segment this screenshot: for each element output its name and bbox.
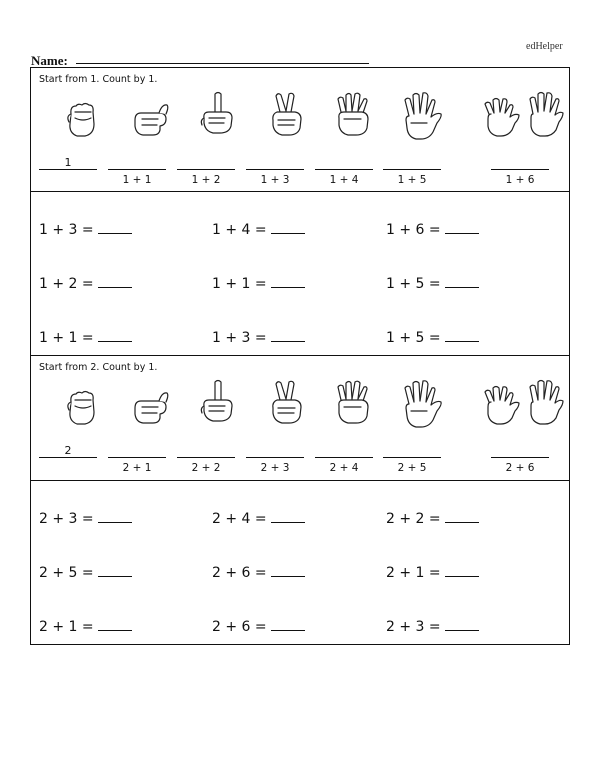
blank-line <box>383 457 441 458</box>
problem-text: 1 + 5 = <box>386 330 441 346</box>
open-hand-icon <box>400 378 446 430</box>
section-title: Start from 2. Count by 1. <box>39 362 158 373</box>
answer-blank[interactable] <box>445 619 479 631</box>
blank-line <box>246 457 304 458</box>
four-fingers-hand-icon <box>333 378 375 426</box>
problem-text: 2 + 3 = <box>386 619 441 635</box>
count-section-1: Start from 1. Count by 1. 1 1 + 1 1 + 2 1 + 3 1 + 4 1 + 5 1 + 6 <box>30 67 570 192</box>
problem-text: 1 + 1 = <box>39 330 94 346</box>
two-hands-icon <box>483 378 565 428</box>
answer-blank[interactable] <box>491 440 549 458</box>
count-section-2: Start from 2. Count by 1. 2 2 + 1 2 + 2 2 + 3 2 + 4 2 + 5 2 + 6 <box>30 356 570 481</box>
addition-problem <box>39 222 132 238</box>
two-fingers-hand-icon <box>267 378 307 426</box>
answer-blank[interactable] <box>445 511 479 523</box>
addition-problem <box>212 276 305 292</box>
answer-blank[interactable] <box>98 222 132 234</box>
answer-blank[interactable] <box>315 440 373 458</box>
problem-text: 2 + 1 = <box>386 565 441 581</box>
addition-problem <box>212 511 305 527</box>
answer-blank[interactable] <box>383 440 441 458</box>
answer-blank[interactable] <box>246 152 304 170</box>
answer-blank[interactable] <box>98 276 132 288</box>
addition-problem <box>386 276 479 292</box>
answer-blank[interactable] <box>445 222 479 234</box>
answer-blank[interactable] <box>39 152 97 170</box>
answer-blank[interactable] <box>98 330 132 342</box>
problems-section-1 <box>30 192 570 356</box>
problem-text: 2 + 1 = <box>39 619 94 635</box>
thumb-hand-icon <box>129 386 171 428</box>
answer-blank[interactable] <box>383 152 441 170</box>
addition-problem <box>212 565 305 581</box>
answer-blank[interactable] <box>271 565 305 577</box>
two-hands-icon <box>483 90 565 140</box>
blank-line <box>108 169 166 170</box>
addition-problem <box>212 330 305 346</box>
blank-line <box>39 457 97 458</box>
addition-problem <box>212 222 305 238</box>
open-hand-icon <box>400 90 446 142</box>
answer-blank[interactable] <box>491 152 549 170</box>
addition-problem <box>39 276 132 292</box>
answer-blank[interactable] <box>98 565 132 577</box>
answer-blank[interactable] <box>445 565 479 577</box>
answer-blank[interactable] <box>445 276 479 288</box>
blank-line <box>491 169 549 170</box>
blank-value: 1 <box>64 156 72 169</box>
blank-value: 2 <box>64 444 72 457</box>
answer-blank[interactable] <box>271 330 305 342</box>
addition-problem <box>386 330 479 346</box>
fist-hand-icon <box>63 98 101 140</box>
blank-line <box>315 457 373 458</box>
blank-line <box>177 457 235 458</box>
answer-blank[interactable] <box>177 152 235 170</box>
answer-blank[interactable] <box>98 511 132 523</box>
problem-text: 1 + 1 = <box>212 276 267 292</box>
blank-line <box>491 457 549 458</box>
blank-line <box>383 169 441 170</box>
problem-text: 1 + 3 = <box>39 222 94 238</box>
brand-label: edHelper <box>526 41 563 52</box>
addition-problem <box>39 565 132 581</box>
blank-line <box>246 169 304 170</box>
name-label: Name: <box>31 53 68 68</box>
problem-text: 2 + 5 = <box>39 565 94 581</box>
answer-blank[interactable] <box>271 222 305 234</box>
answer-blank[interactable] <box>271 276 305 288</box>
problem-text: 2 + 6 = <box>212 619 267 635</box>
addition-problem <box>39 619 132 635</box>
blank-line <box>315 169 373 170</box>
addition-problem <box>39 511 132 527</box>
blank-line <box>108 457 166 458</box>
answer-blank[interactable] <box>445 330 479 342</box>
answer-blank[interactable] <box>271 511 305 523</box>
blank-line <box>177 169 235 170</box>
addition-problem <box>39 330 132 346</box>
addition-problem <box>386 619 479 635</box>
problem-text: 1 + 3 = <box>212 330 267 346</box>
blank-line <box>39 169 97 170</box>
problem-text: 1 + 4 = <box>212 222 267 238</box>
problem-text: 1 + 2 = <box>39 276 94 292</box>
problem-text: 1 + 6 = <box>386 222 441 238</box>
four-fingers-hand-icon <box>333 90 375 138</box>
one-finger-hand-icon <box>198 378 238 424</box>
name-line[interactable] <box>76 63 369 64</box>
addition-problem <box>386 511 479 527</box>
answer-blank[interactable] <box>98 619 132 631</box>
addition-problem <box>386 222 479 238</box>
answer-blank[interactable] <box>108 152 166 170</box>
addition-problem <box>212 619 305 635</box>
answer-blank[interactable] <box>315 152 373 170</box>
problems-section-2 <box>30 481 570 645</box>
two-fingers-hand-icon <box>267 90 307 138</box>
problem-text: 2 + 4 = <box>212 511 267 527</box>
thumb-hand-icon <box>129 98 171 140</box>
section-title: Start from 1. Count by 1. <box>39 74 158 85</box>
problem-text: 1 + 5 = <box>386 276 441 292</box>
answer-blank[interactable] <box>108 440 166 458</box>
one-finger-hand-icon <box>198 90 238 136</box>
problem-text: 2 + 3 = <box>39 511 94 527</box>
answer-blank[interactable] <box>39 440 97 458</box>
problem-text: 2 + 2 = <box>386 511 441 527</box>
answer-blank[interactable] <box>246 440 304 458</box>
problem-text: 2 + 6 = <box>212 565 267 581</box>
answer-blank[interactable] <box>177 440 235 458</box>
addition-problem <box>386 565 479 581</box>
fist-hand-icon <box>63 386 101 428</box>
answer-blank[interactable] <box>271 619 305 631</box>
